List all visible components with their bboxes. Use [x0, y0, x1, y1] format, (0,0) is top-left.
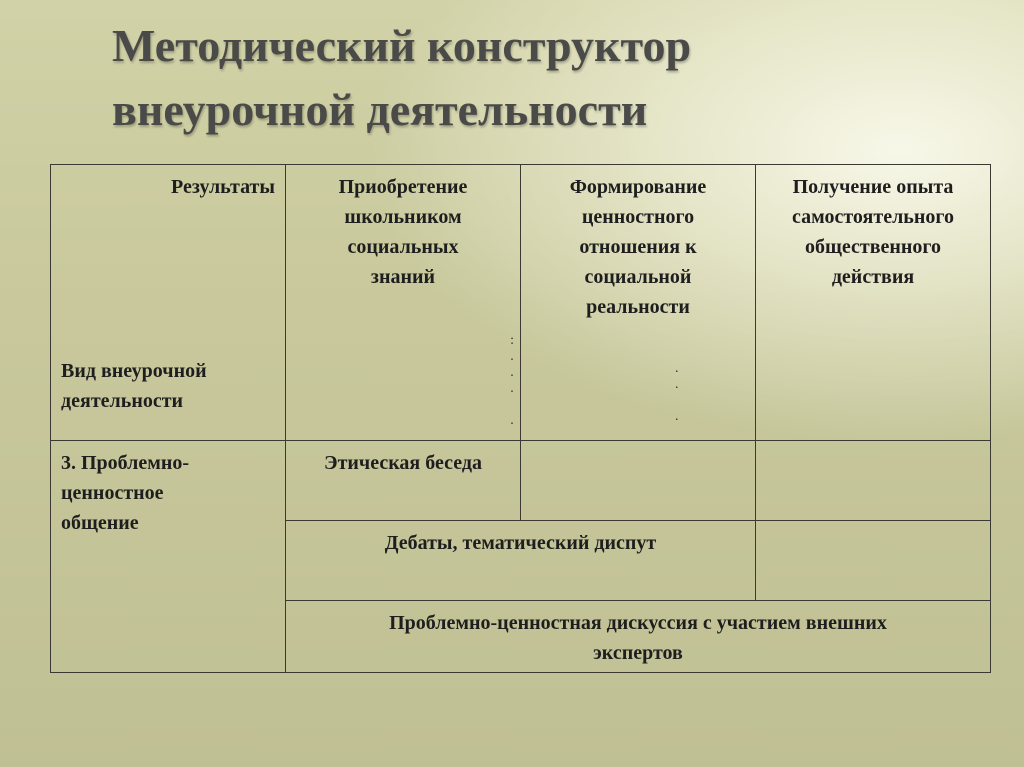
constructor-table	[50, 164, 991, 673]
slide-title	[112, 14, 972, 142]
cell-discussion	[286, 601, 991, 673]
dots-decoration: . . .	[675, 361, 679, 424]
slide-title-line-1: Методический конструктор	[112, 20, 692, 71]
header-text-line: Формирование	[569, 176, 707, 198]
activity-type-label-line-2: деятельности	[61, 390, 184, 412]
header-text-line: реальности	[586, 296, 690, 318]
header-text-line: социальной	[584, 266, 692, 288]
header-text-line: Приобретение	[338, 176, 468, 198]
header-value-attitude	[521, 165, 756, 441]
header-text-line: самостоятельного	[792, 206, 954, 228]
activity-type-label	[61, 356, 207, 416]
header-text-line: школьником	[344, 206, 462, 228]
empty-cell	[756, 441, 991, 521]
cell-debates: Дебаты, тематический диспут	[286, 521, 756, 601]
cell-ethical-conversation: Этическая беседа	[286, 441, 521, 521]
cell-discussion-line-2: экспертов	[593, 642, 683, 664]
empty-cell	[756, 521, 991, 601]
header-text-line: отношения к	[579, 236, 697, 258]
slide-title-line-2: внеурочной деятельности	[112, 84, 648, 135]
row-label-line: общение	[61, 512, 139, 534]
corner-cell	[51, 165, 286, 441]
activity-type-label-line-1: Вид внеурочной	[61, 360, 207, 382]
row-label-line: 3. Проблемно-	[61, 452, 190, 474]
header-text-line: действия	[831, 266, 915, 288]
header-text-line: Получение опыта	[792, 176, 954, 198]
header-row	[51, 165, 991, 441]
cell-discussion-line-1: Проблемно-ценностная дискуссия с участием внешних	[389, 612, 887, 634]
header-text-line: знаний	[370, 266, 436, 288]
row-label-problem-value	[51, 441, 286, 673]
header-text-line: социальных	[347, 236, 459, 258]
results-label: Результаты	[171, 176, 275, 198]
dots-decoration: : . . . .	[510, 333, 514, 428]
table-row	[51, 441, 991, 521]
empty-cell	[521, 441, 756, 521]
row-label-line: ценностное	[61, 482, 164, 504]
header-text-line: общественного	[804, 236, 941, 258]
header-text-line: ценностного	[581, 206, 695, 228]
header-social-knowledge	[286, 165, 521, 441]
header-public-action	[756, 165, 991, 441]
